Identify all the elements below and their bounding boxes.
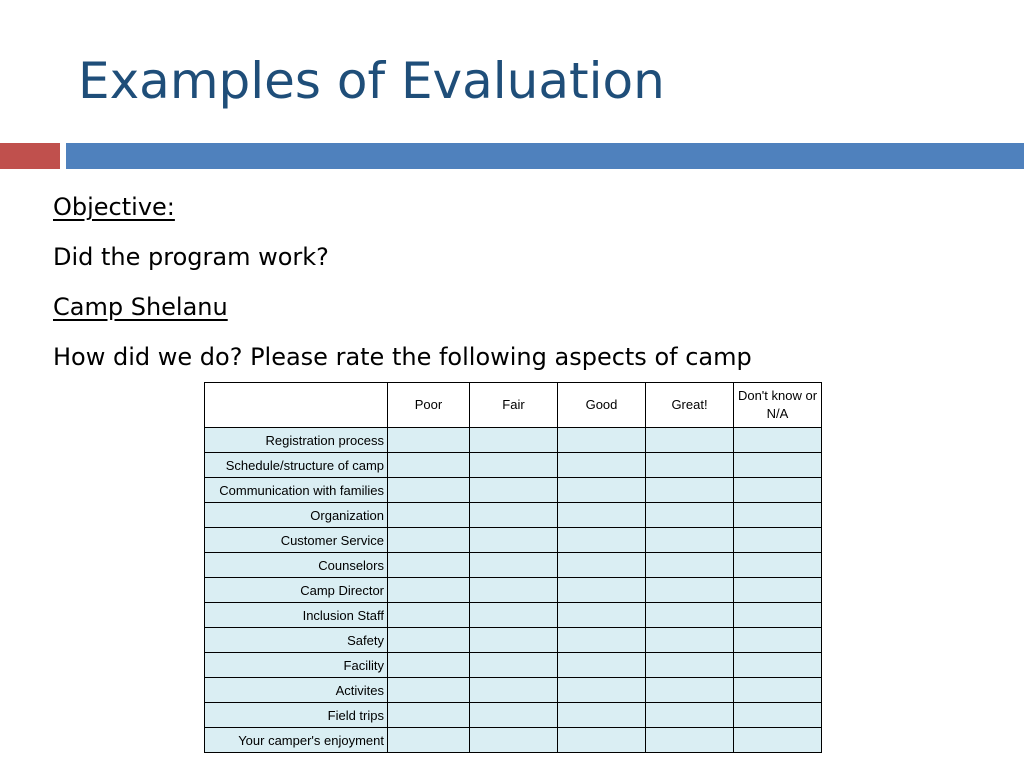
rating-cell[interactable]	[734, 578, 822, 603]
table-body	[205, 428, 822, 753]
rating-cell[interactable]	[470, 478, 558, 503]
objective-heading: Objective:	[53, 193, 175, 221]
table-row	[205, 528, 822, 553]
table-row	[205, 503, 822, 528]
rating-prompt: How did we do? Please rate the following aspects of camp	[53, 343, 752, 371]
row-label: Customer Service	[205, 528, 388, 553]
rating-cell[interactable]	[470, 428, 558, 453]
rating-cell[interactable]	[558, 478, 646, 503]
rating-cell[interactable]	[734, 603, 822, 628]
header-great: Great!	[646, 383, 734, 428]
rating-cell[interactable]	[734, 653, 822, 678]
table-row	[205, 678, 822, 703]
table-row	[205, 478, 822, 503]
row-label: Organization	[205, 503, 388, 528]
rating-cell[interactable]	[470, 453, 558, 478]
rating-cell[interactable]	[646, 453, 734, 478]
rating-cell[interactable]	[388, 703, 470, 728]
rating-cell[interactable]	[646, 628, 734, 653]
table-row	[205, 428, 822, 453]
objective-text: Did the program work?	[53, 243, 329, 271]
row-label: Counselors	[205, 553, 388, 578]
rating-cell[interactable]	[388, 728, 470, 753]
rating-cell[interactable]	[558, 678, 646, 703]
accent-bar-red	[0, 143, 60, 169]
rating-cell[interactable]	[470, 503, 558, 528]
row-label: Communication with families	[205, 478, 388, 503]
table-row	[205, 553, 822, 578]
row-label: Camp Director	[205, 578, 388, 603]
row-label: Safety	[205, 628, 388, 653]
rating-cell[interactable]	[646, 528, 734, 553]
table-row	[205, 728, 822, 753]
rating-cell[interactable]	[734, 678, 822, 703]
rating-cell[interactable]	[388, 603, 470, 628]
header-blank	[205, 383, 388, 428]
rating-cell[interactable]	[646, 428, 734, 453]
rating-cell[interactable]	[646, 578, 734, 603]
rating-cell[interactable]	[734, 428, 822, 453]
header-poor: Poor	[388, 383, 470, 428]
rating-cell[interactable]	[470, 628, 558, 653]
rating-cell[interactable]	[388, 578, 470, 603]
rating-cell[interactable]	[734, 703, 822, 728]
table-row	[205, 628, 822, 653]
row-label: Inclusion Staff	[205, 603, 388, 628]
rating-cell[interactable]	[470, 653, 558, 678]
rating-cell[interactable]	[470, 703, 558, 728]
header-fair: Fair	[470, 383, 558, 428]
row-label: Facility	[205, 653, 388, 678]
table-row	[205, 603, 822, 628]
slide-title: Examples of Evaluation	[78, 52, 665, 110]
rating-cell[interactable]	[646, 503, 734, 528]
row-label: Registration process	[205, 428, 388, 453]
rating-cell[interactable]	[558, 703, 646, 728]
rating-cell[interactable]	[470, 553, 558, 578]
rating-cell[interactable]	[388, 628, 470, 653]
rating-cell[interactable]	[646, 728, 734, 753]
rating-cell[interactable]	[470, 578, 558, 603]
rating-cell[interactable]	[734, 528, 822, 553]
rating-cell[interactable]	[558, 653, 646, 678]
header-good: Good	[558, 383, 646, 428]
header-dont-know: Don't know or N/A	[734, 383, 822, 428]
rating-cell[interactable]	[734, 728, 822, 753]
rating-cell[interactable]	[734, 453, 822, 478]
rating-cell[interactable]	[558, 578, 646, 603]
rating-cell[interactable]	[646, 603, 734, 628]
camp-heading: Camp Shelanu	[53, 293, 228, 321]
rating-cell[interactable]	[734, 553, 822, 578]
accent-bar-blue	[66, 143, 1024, 169]
rating-cell[interactable]	[558, 553, 646, 578]
rating-cell[interactable]	[388, 428, 470, 453]
rating-cell[interactable]	[558, 428, 646, 453]
table-row	[205, 578, 822, 603]
rating-cell[interactable]	[558, 453, 646, 478]
rating-cell[interactable]	[388, 678, 470, 703]
rating-cell[interactable]	[734, 478, 822, 503]
rating-cell[interactable]	[734, 628, 822, 653]
rating-cell[interactable]	[646, 478, 734, 503]
rating-cell[interactable]	[558, 628, 646, 653]
rating-cell[interactable]	[388, 528, 470, 553]
rating-cell[interactable]	[558, 528, 646, 553]
rating-cell[interactable]	[558, 603, 646, 628]
rating-cell[interactable]	[558, 503, 646, 528]
row-label: Your camper's enjoyment	[205, 728, 388, 753]
evaluation-table	[204, 382, 822, 753]
rating-cell[interactable]	[470, 528, 558, 553]
rating-cell[interactable]	[558, 728, 646, 753]
table-row	[205, 453, 822, 478]
rating-cell[interactable]	[470, 678, 558, 703]
row-label: Field trips	[205, 703, 388, 728]
rating-cell[interactable]	[470, 728, 558, 753]
table-row	[205, 653, 822, 678]
rating-cell[interactable]	[646, 553, 734, 578]
table-row	[205, 703, 822, 728]
rating-cell[interactable]	[734, 503, 822, 528]
rating-cell[interactable]	[388, 553, 470, 578]
row-label: Schedule/structure of camp	[205, 453, 388, 478]
rating-cell[interactable]	[646, 703, 734, 728]
rating-cell[interactable]	[388, 503, 470, 528]
rating-cell[interactable]	[388, 478, 470, 503]
rating-cell[interactable]	[646, 678, 734, 703]
rating-cell[interactable]	[470, 603, 558, 628]
table-header-row	[205, 383, 822, 428]
rating-cell[interactable]	[646, 653, 734, 678]
row-label: Activites	[205, 678, 388, 703]
rating-cell[interactable]	[388, 453, 470, 478]
rating-cell[interactable]	[388, 653, 470, 678]
